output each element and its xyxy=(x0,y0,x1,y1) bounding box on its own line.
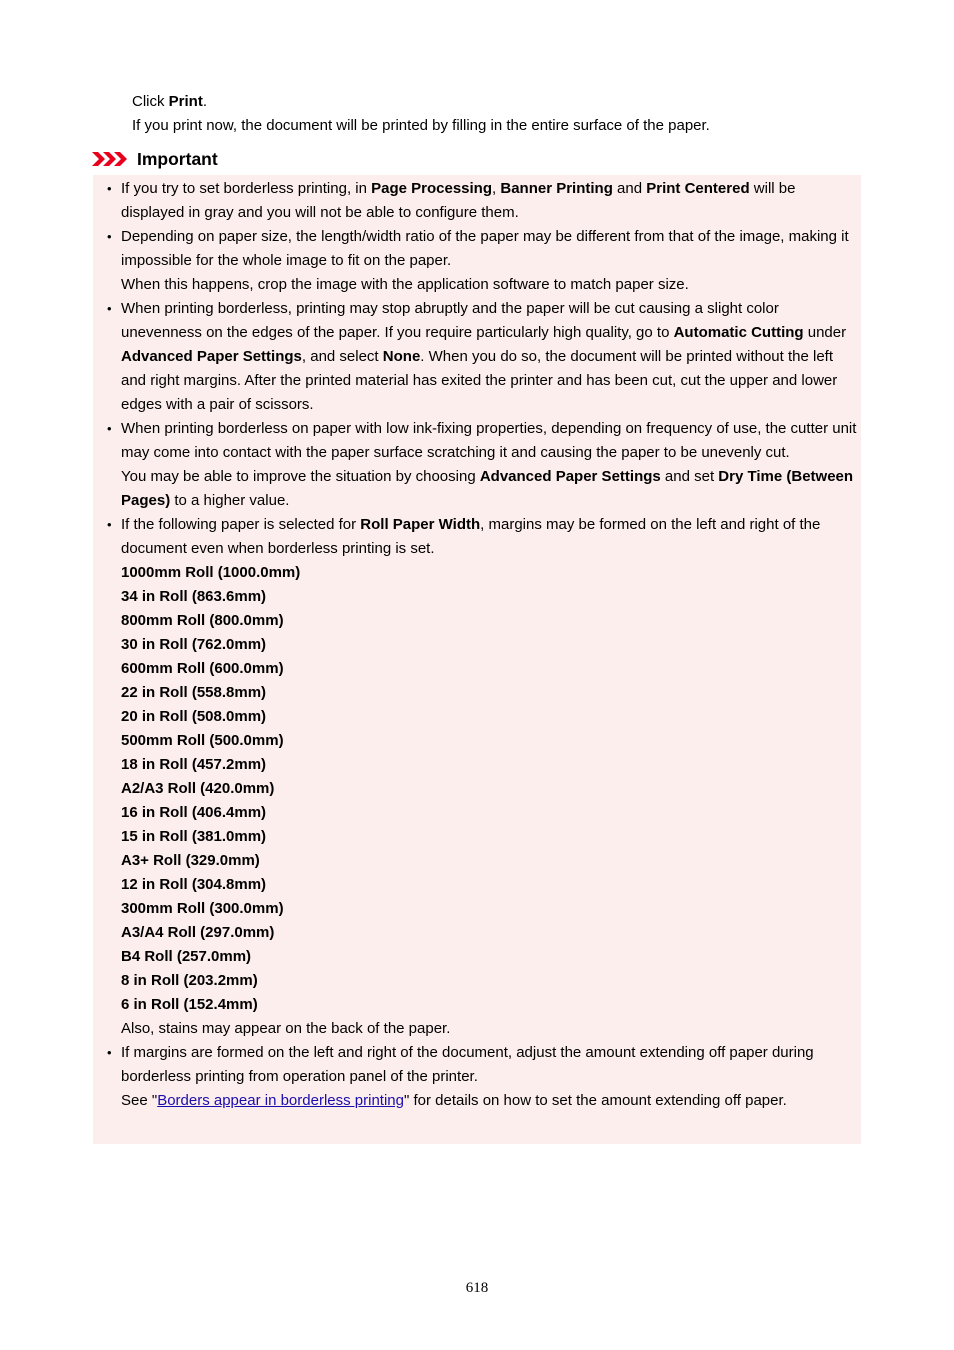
roll-size: 800mm Roll (800.0mm) xyxy=(121,612,284,629)
list-item: • If the following paper is selected for Roll Paper Width, margins may be formed on the left and right of the document even when borderless printing is set. 1000mm Roll (1000.0mm) 34 in Roll (863.6mm) 800mm Roll (800.0mm) 30 in Roll (762.0mm) 600mm Roll (600.0mm) 22 in Roll (558.8mm) 20 in Roll (508.0mm) 500mm Roll (500.0mm) 18 in Roll (457.2mm) A2/A3 Roll (420.0mm) 16 in Roll (406.4mm) 15 in Roll (381.0mm) A3+ Roll (329.0mm) 12 in Roll (304.8mm) 300mm Roll (300.0mm) A3/A4 Roll (297.0mm) B4 Roll (257.0mm) 8 in Roll (203.2mm) 6 in Roll (152.4mm) Also, stains may appear on the back of the paper. xyxy=(121,513,857,1041)
roll-size: 34 in Roll (863.6mm) xyxy=(121,588,267,605)
roll-size: 16 in Roll (406.4mm) xyxy=(121,804,267,821)
list-item: • When printing borderless, printing may stop abruptly and the paper will be cut causing a slight color unevenness on the edges of the paper. If you require particularly high quality, go to Automatic Cutting under Advanced Paper Settings, and select None. When you do so, the document will be printed without the left and right margins. After the printed material has exited the printer and has been cut, cut the upper and lower edges with a pair of scissors. xyxy=(121,297,857,417)
roll-size: A3+ Roll (329.0mm) xyxy=(121,852,260,869)
roll-size: 22 in Roll (558.8mm) xyxy=(121,684,267,701)
intro-block xyxy=(132,90,912,138)
roll-size: 30 in Roll (762.0mm) xyxy=(121,636,267,653)
roll-size: 18 in Roll (457.2mm) xyxy=(121,756,267,773)
list-item: • If you try to set borderless printing, in Page Processing, Banner Printing and Print Centered will be displayed in gray and you will not be able to configure them. xyxy=(121,177,857,225)
roll-size: 300mm Roll (300.0mm) xyxy=(121,900,284,917)
important-list xyxy=(121,177,857,1113)
roll-size: 15 in Roll (381.0mm) xyxy=(121,828,267,845)
page-number: 618 xyxy=(465,1280,489,1296)
roll-size: 12 in Roll (304.8mm) xyxy=(121,876,267,893)
list-item: • When printing borderless on paper with low ink-fixing properties, depending on frequency of use, the cutter unit may come into contact with the paper surface scratching it and causing the paper to be unevenly cut. You may be able to improve the situation by choosing Advanced Paper Settings and set Dry Time (Between Pages) to a higher value. xyxy=(121,417,857,513)
roll-size: 6 in Roll (152.4mm) xyxy=(121,996,258,1013)
roll-size: B4 Roll (257.0mm) xyxy=(121,948,252,965)
roll-size: 1000mm Roll (1000.0mm) xyxy=(121,564,301,581)
important-heading xyxy=(92,146,218,172)
roll-size: 20 in Roll (508.0mm) xyxy=(121,708,267,725)
roll-size: 8 in Roll (203.2mm) xyxy=(121,972,258,989)
intro-description: If you print now, the document will be printed by filling in the entire surface of the paper. xyxy=(132,117,710,134)
print-label: Print xyxy=(168,93,203,110)
list-item: • If margins are formed on the left and right of the document, adjust the amount extending off paper during borderless printing from operation panel of the printer. See "Borders appear in borderless printing" for details on how to set the amount extending off paper. xyxy=(121,1041,857,1113)
roll-size: A3/A4 Roll (297.0mm) xyxy=(121,924,275,941)
roll-size: 500mm Roll (500.0mm) xyxy=(121,732,284,749)
roll-size: 600mm Roll (600.0mm) xyxy=(121,660,284,677)
roll-size: A2/A3 Roll (420.0mm) xyxy=(121,780,275,797)
list-item: • Depending on paper size, the length/width ratio of the paper may be different from that of the image, making it impossible for the whole image to fit on the paper. When this happens, crop the image with the application software to match paper size. xyxy=(121,225,857,297)
triple-chevron-arrow-icon xyxy=(92,151,132,167)
click-print-line: Click Print. xyxy=(132,93,208,110)
important-title: Important xyxy=(137,148,218,169)
borders-link[interactable]: Borders appear in borderless printing xyxy=(157,1092,404,1109)
